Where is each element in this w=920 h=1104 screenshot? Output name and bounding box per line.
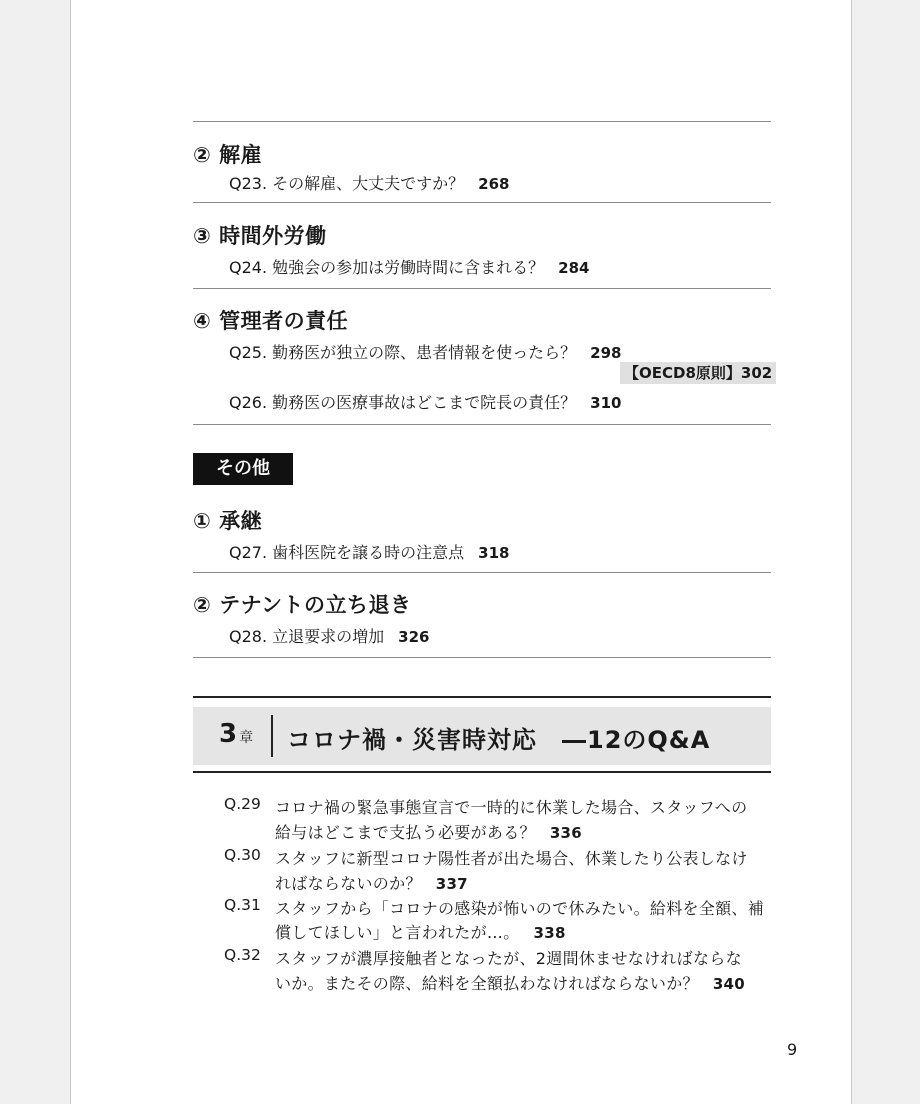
qa-number: Q.29 bbox=[224, 795, 261, 813]
qa-text-line: ればならないのか？ 337 bbox=[275, 874, 468, 893]
question-entry: Q25. 勤務医が独立の際、患者情報を使ったら？ 298 bbox=[229, 343, 622, 362]
chapter-separator bbox=[271, 715, 273, 757]
chapter-title: コロナ禍・災害時対応 ―12のQ&A bbox=[287, 726, 711, 754]
question-entry: Q28. 立退要求の増加 326 bbox=[229, 627, 430, 646]
category-label: その他 bbox=[193, 453, 293, 485]
chapter-top-rule bbox=[193, 696, 771, 698]
divider bbox=[193, 121, 771, 122]
qa-number: Q.32 bbox=[224, 946, 261, 964]
qa-text-line: コロナ禍の緊急事態宣言で一時的に休業した場合、スタッフへの bbox=[275, 798, 748, 817]
qa-text-line: 償してほしい」と言われたが…。 338 bbox=[275, 923, 566, 942]
section-heading-manager: ④ 管理者の責任 bbox=[193, 309, 349, 333]
divider bbox=[193, 657, 771, 658]
divider bbox=[193, 424, 771, 425]
section-heading-succession: ① 承継 bbox=[193, 509, 263, 533]
qa-text-line: 給与はどこまで支払う必要がある？ 336 bbox=[275, 823, 583, 842]
question-entry: Q27. 歯科医院を譲る時の注意点 318 bbox=[229, 543, 510, 562]
qa-text-line: スタッフが濃厚接触者となったが、2週間休ませなければならな bbox=[275, 949, 742, 968]
divider bbox=[193, 202, 771, 203]
qa-text-line: スタッフに新型コロナ陽性者が出た場合、休業したり公表しなけ bbox=[275, 849, 748, 868]
question-entry: Q23. その解雇、大丈夫ですか？ 268 bbox=[229, 174, 510, 193]
chapter-bottom-rule bbox=[193, 771, 771, 773]
section-heading-tenant: ② テナントの立ち退き bbox=[193, 593, 412, 617]
chapter-number: 3 章 bbox=[219, 719, 254, 749]
question-entry: Q26. 勤務医の医療事故はどこまで院長の責任？ 310 bbox=[229, 393, 622, 412]
section-heading-dismissal: ② 解雇 bbox=[193, 143, 263, 167]
qa-text-line: スタッフから「コロナの感染が怖いので休みたい。給料を全額、補 bbox=[275, 899, 765, 918]
divider bbox=[193, 572, 771, 573]
qa-number: Q.30 bbox=[224, 846, 261, 864]
question-entry: Q24. 勉強会の参加は労働時間に含まれる？ 284 bbox=[229, 258, 590, 277]
qa-number: Q.31 bbox=[224, 896, 261, 914]
chapter-header bbox=[193, 707, 771, 765]
qa-text-line: いか。またその際、給料を全額払わなければならないか？ 340 bbox=[275, 974, 746, 993]
divider bbox=[193, 288, 771, 289]
page-number: 9 bbox=[787, 1040, 798, 1059]
oecd-note-tag: 【OECD8原則】302 bbox=[620, 362, 776, 384]
section-heading-overtime: ③ 時間外労働 bbox=[193, 224, 327, 248]
